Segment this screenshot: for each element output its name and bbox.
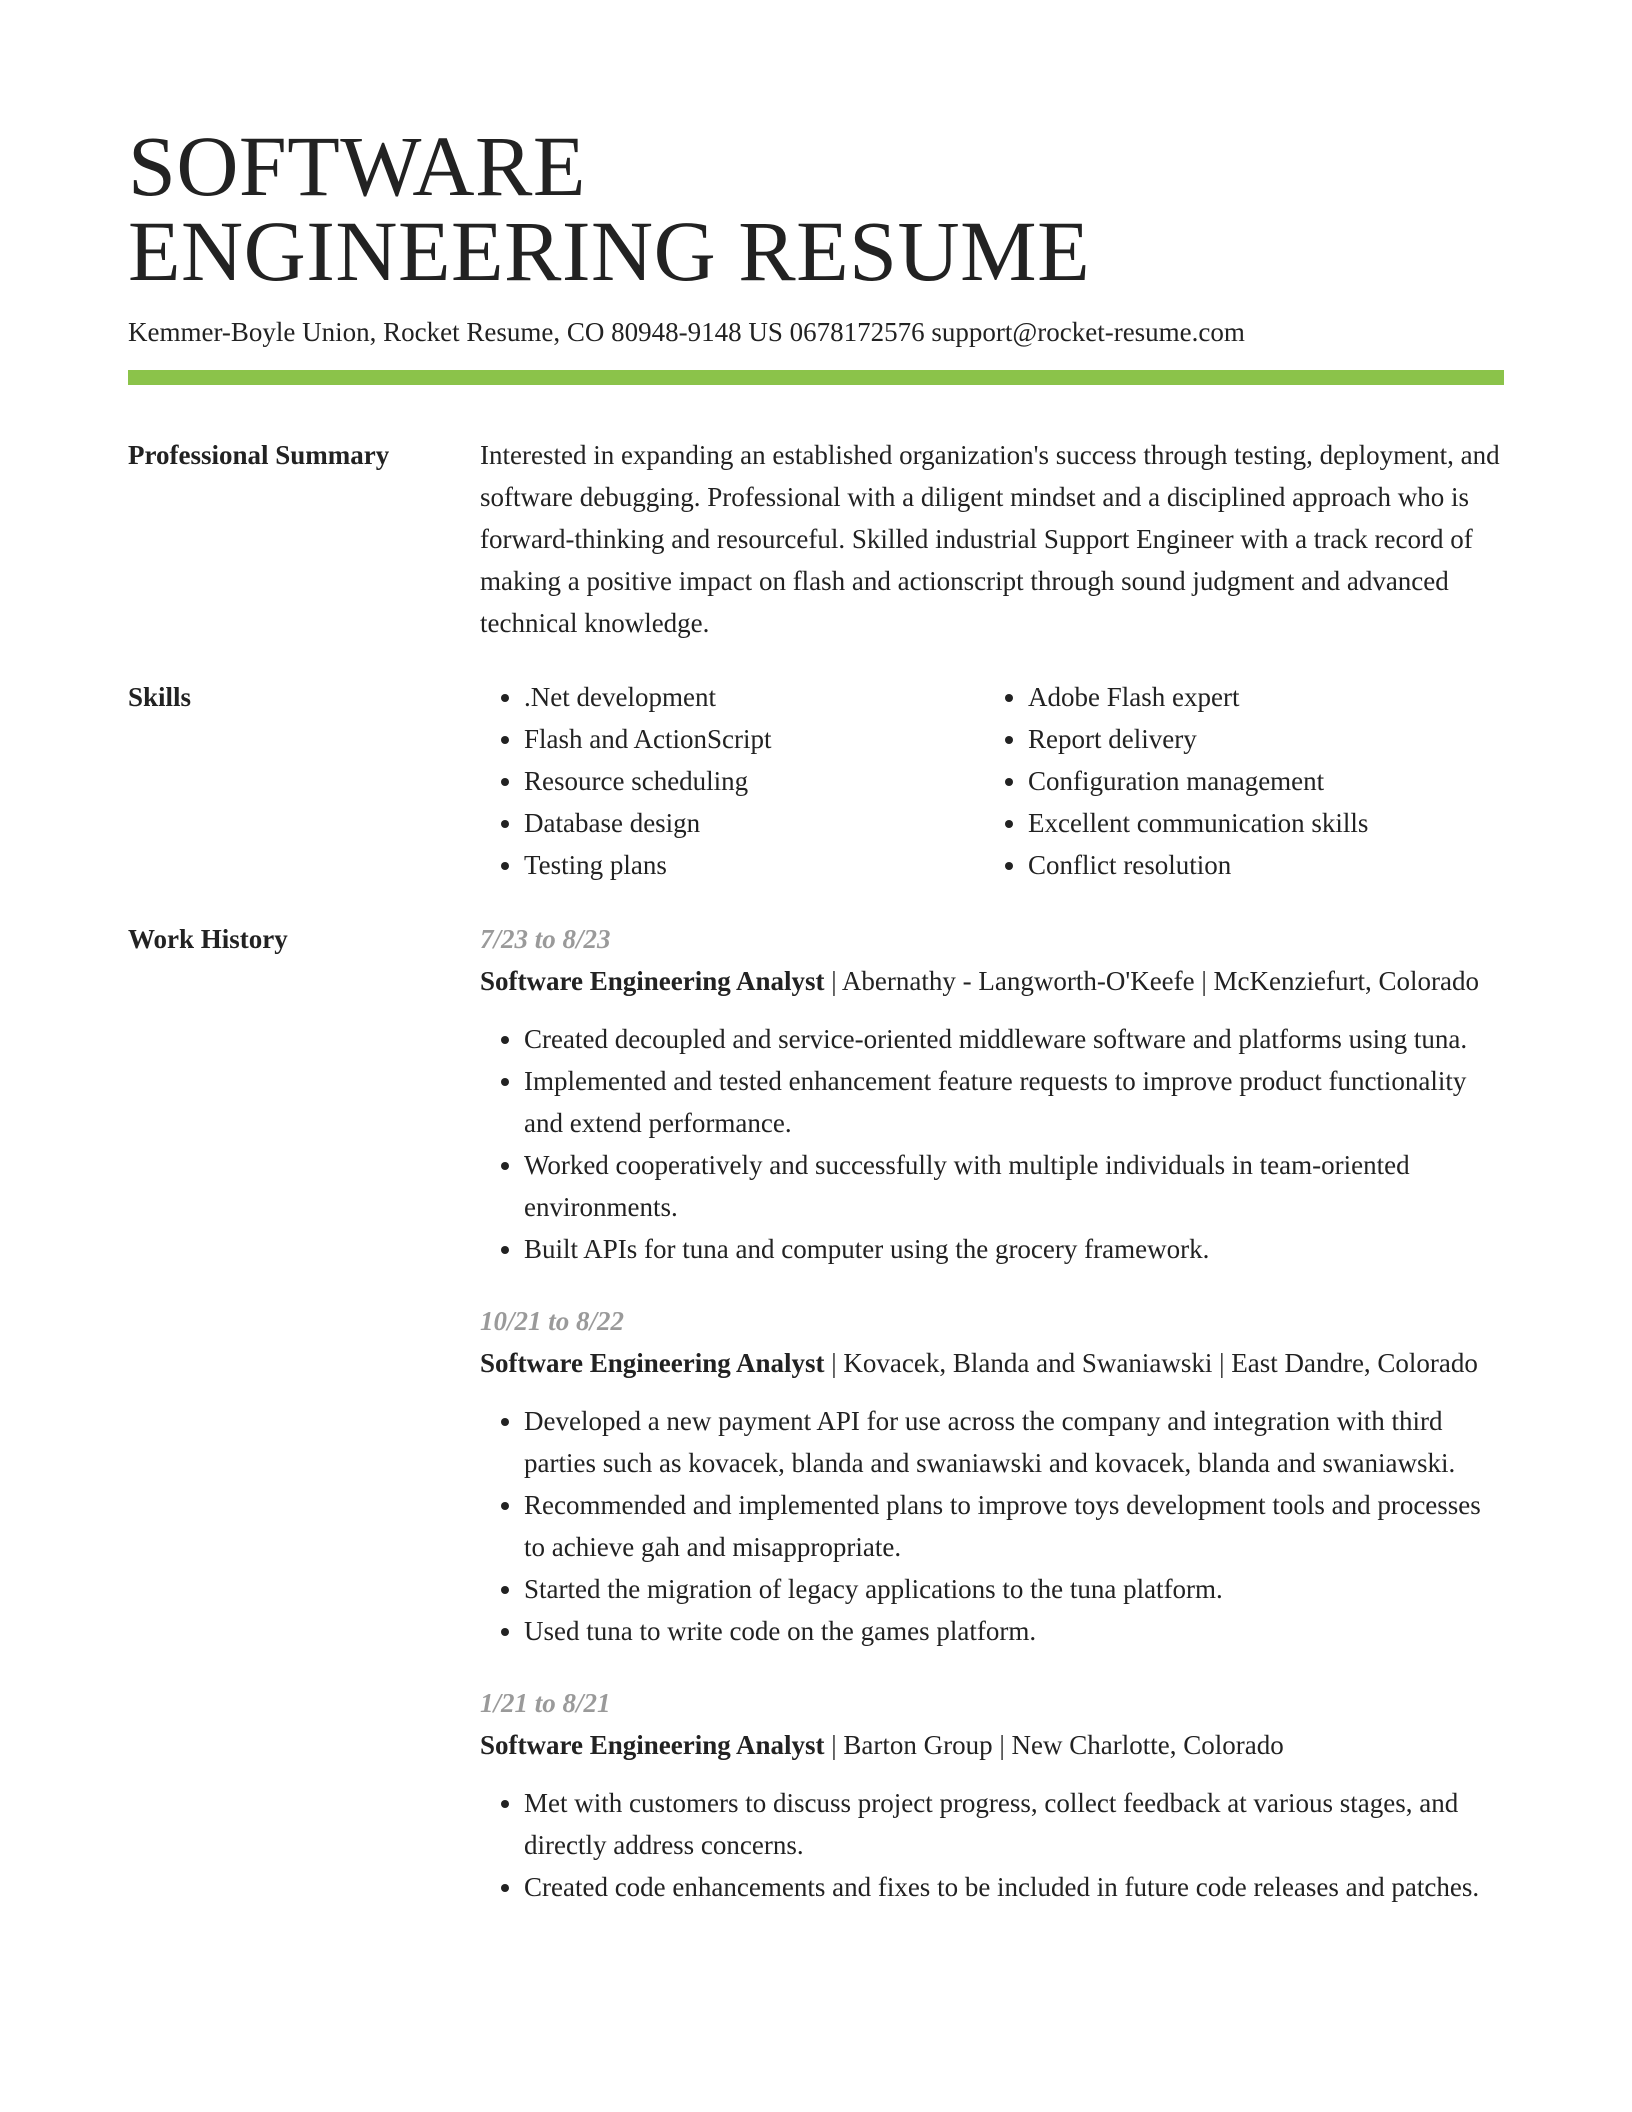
- job-bullet: • Developed a new payment API for use across the company and integration with third parties such as kovacek, blanda and swaniawski and kovacek, blanda and swaniawski.: [524, 1400, 1504, 1484]
- job-heading-line: [480, 1342, 1504, 1384]
- summary-text: Interested in expanding an established organization's success through testing, deployment, and software debugging. Professional with a diligent mindset and a disciplined approach who is forward-thinking and resourceful. Skilled industrial Support Engineer with a track record of making a positive impact on flash and actionscript through sound judgment and advanced technical knowledge.: [480, 440, 1500, 638]
- skills-list-left: [480, 676, 984, 886]
- job-dates: 1/21 to 8/21: [480, 1688, 611, 1718]
- job-bullet: • Built APIs for tuna and computer using the grocery framework.: [524, 1228, 1504, 1270]
- title-line-1: SOFTWARE: [128, 118, 586, 214]
- job-heading-line: [480, 1724, 1504, 1766]
- summary-heading: Professional Summary: [128, 440, 390, 470]
- job-entry: [480, 1682, 1504, 1908]
- job-details: | Abernathy - Langworth-O'Keefe | McKenziefurt, Colorado: [824, 966, 1479, 996]
- job-details: | Barton Group | New Charlotte, Colorado: [824, 1730, 1284, 1760]
- job-heading-line: [480, 960, 1504, 1002]
- contact-line: Kemmer-Boyle Union, Rocket Resume, CO 80948-9148 US 0678172576 support@rocket-resume.com: [128, 317, 1245, 347]
- job-bullet: • Recommended and implemented plans to improve toys development tools and processes to achieve gah and misappropriate.: [524, 1484, 1504, 1568]
- resume-title: [128, 118, 1091, 299]
- job-bullet-list: [480, 1782, 1504, 1908]
- skill-item: • Testing plans: [524, 844, 984, 886]
- accent-divider: [128, 370, 1504, 385]
- work-history-body: [480, 918, 1504, 1938]
- job-entry: [480, 1300, 1504, 1652]
- job-bullet: • Met with customers to discuss project progress, collect feedback at various stages, and directly address concerns.: [524, 1782, 1504, 1866]
- skill-item: • .Net development: [524, 676, 984, 718]
- work-history-heading: Work History: [128, 924, 288, 954]
- skill-item: • Configuration management: [1028, 760, 1488, 802]
- job-bullet: • Created decoupled and service-oriented middleware software and platforms using tuna.: [524, 1018, 1504, 1060]
- skill-item: • Excellent communication skills: [1028, 802, 1488, 844]
- job-dates: 7/23 to 8/23: [480, 924, 611, 954]
- skill-item: • Flash and ActionScript: [524, 718, 984, 760]
- summary-body: [480, 434, 1504, 644]
- skill-item: • Conflict resolution: [1028, 844, 1488, 886]
- skill-item: • Database design: [524, 802, 984, 844]
- title-line-2: ENGINEERING RESUME: [128, 203, 1091, 299]
- skill-item: • Adobe Flash expert: [1028, 676, 1488, 718]
- job-title: Software Engineering Analyst: [480, 966, 825, 996]
- job-bullet-list: [480, 1018, 1504, 1270]
- job-dates: 10/21 to 8/22: [480, 1306, 625, 1336]
- job-details: | Kovacek, Blanda and Swaniawski | East Dandre, Colorado: [824, 1348, 1478, 1378]
- job-bullet: • Created code enhancements and fixes to be included in future code releases and patches.: [524, 1866, 1504, 1908]
- job-entry: [480, 918, 1504, 1270]
- job-bullet: • Started the migration of legacy applications to the tuna platform.: [524, 1568, 1504, 1610]
- skills-list-right: [984, 676, 1488, 886]
- skills-body: [480, 676, 1504, 886]
- skill-item: • Report delivery: [1028, 718, 1488, 760]
- job-bullet: • Implemented and tested enhancement feature requests to improve product functionality and extend performance.: [524, 1060, 1504, 1144]
- job-title: Software Engineering Analyst: [480, 1348, 825, 1378]
- job-bullet-list: [480, 1400, 1504, 1652]
- skills-heading: Skills: [128, 682, 192, 712]
- job-bullet: • Worked cooperatively and successfully with multiple individuals in team-oriented environments.: [524, 1144, 1504, 1228]
- job-bullet: • Used tuna to write code on the games platform.: [524, 1610, 1504, 1652]
- skill-item: • Resource scheduling: [524, 760, 984, 802]
- job-title: Software Engineering Analyst: [480, 1730, 825, 1760]
